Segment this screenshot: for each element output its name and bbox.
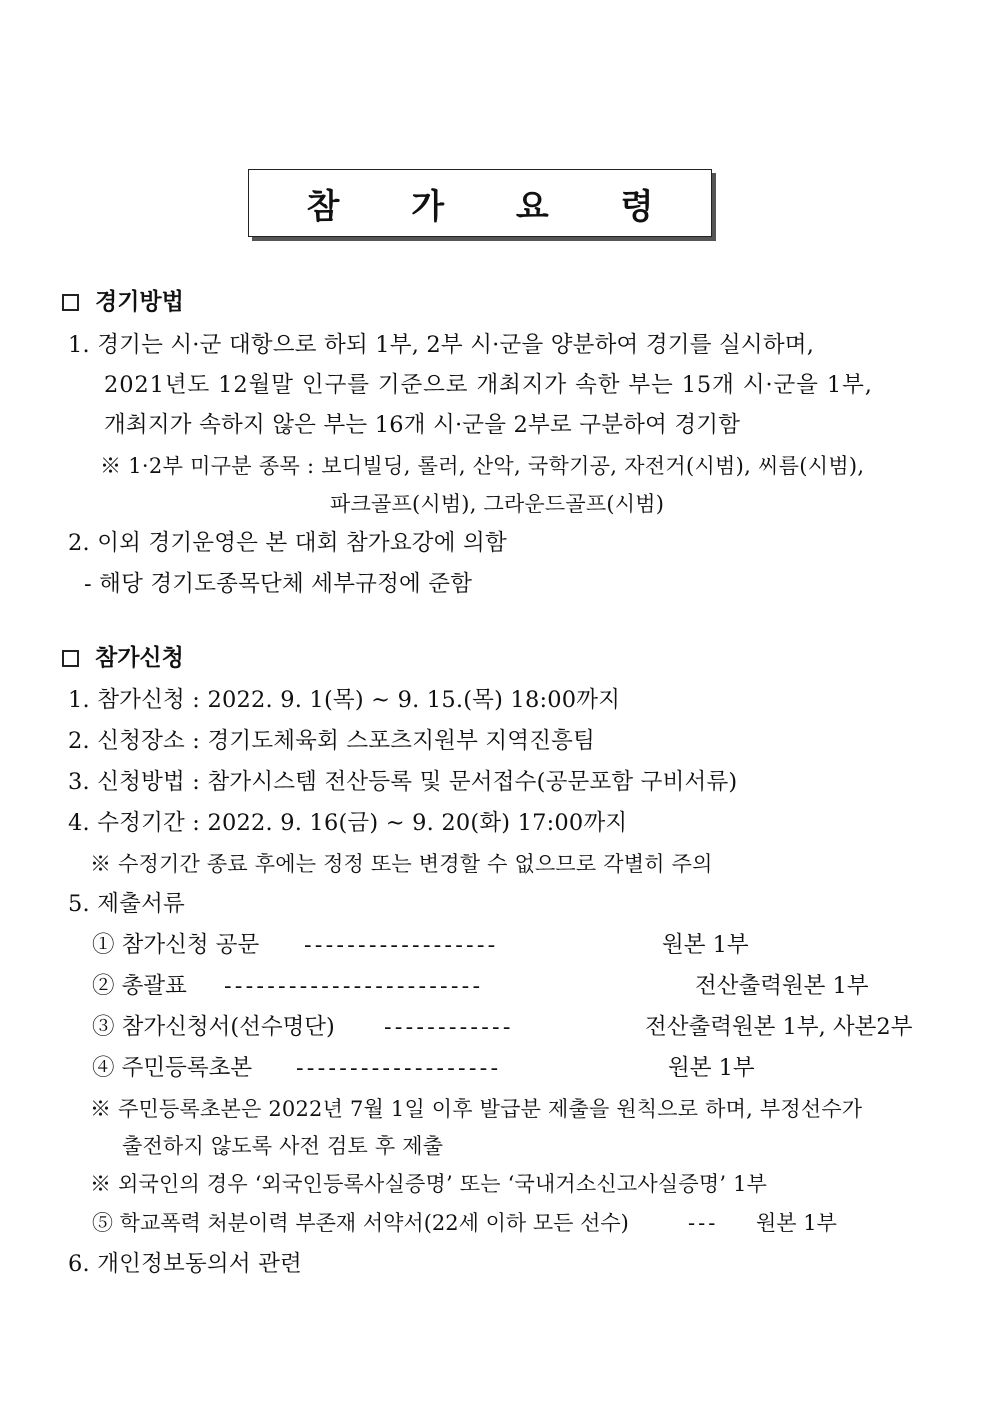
doc-row-2 bbox=[92, 971, 922, 1001]
doc-name: ① 참가신청 공문 bbox=[92, 932, 260, 958]
doc-name: ③ 참가신청서(선수명단) bbox=[92, 1014, 335, 1040]
doc-copy: 원본 1부 bbox=[668, 1055, 755, 1081]
s2-item5: 5. 제출서류 bbox=[68, 891, 185, 917]
doc-copy: 전산출력원본 1부, 사본2부 bbox=[645, 1014, 913, 1040]
s2-item1: 1. 참가신청 : 2022. 9. 1(목) ~ 9. 15.(목) 18:00까지 bbox=[68, 687, 621, 713]
s1-note1-line1: ※ 1·2부 미구분 종목 : 보디빌딩, 롤러, 산악, 국학기공, 자전거(시범), 씨름(시범), bbox=[100, 454, 865, 478]
doc-dashes: --- bbox=[688, 1211, 719, 1235]
doc-copy: 원본 1부 bbox=[662, 932, 749, 958]
checkbox-square-icon bbox=[62, 650, 79, 667]
section-heading-text: 경기방법 bbox=[95, 289, 184, 315]
s1-item1-line3: 개최지가 속하지 않은 부는 16개 시·군을 2부로 구분하여 경기함 bbox=[104, 412, 741, 438]
section-heading-application bbox=[62, 643, 184, 673]
s1-note1-line2: 파크골프(시범), 그라운드골프(시범) bbox=[330, 492, 665, 516]
s1-item2: 2. 이외 경기운영은 본 대회 참가요강에 의함 bbox=[68, 530, 507, 556]
s2-note2-line2: 출전하지 않도록 사전 검토 후 제출 bbox=[122, 1134, 444, 1158]
s2-item6: 6. 개인정보동의서 관련 bbox=[68, 1251, 302, 1277]
doc-row-4 bbox=[92, 1053, 922, 1083]
section-heading-competition-method bbox=[62, 287, 184, 317]
title-box bbox=[248, 169, 712, 237]
doc-row-5 bbox=[92, 1208, 922, 1238]
doc-dashes: ------------------------ bbox=[224, 973, 484, 999]
s1-item2-sub: - 해당 경기도종목단체 세부규정에 준함 bbox=[84, 571, 473, 597]
checkbox-square-icon bbox=[62, 294, 79, 311]
s2-note2-line1: ※ 주민등록초본은 2022년 7월 1일 이후 발급분 제출을 원칙으로 하며, 부정선수가 bbox=[90, 1097, 863, 1121]
doc-dashes: ------------------- bbox=[296, 1055, 502, 1081]
s2-item2: 2. 신청장소 : 경기도체육회 스포츠지원부 지역진흥팀 bbox=[68, 728, 596, 754]
s1-item1-line1: 1. 경기는 시·군 대항으로 하되 1부, 2부 시·군을 양분하여 경기를 실시하며, bbox=[68, 332, 815, 358]
doc-dashes: ------------------ bbox=[304, 932, 499, 958]
section-heading-text: 참가신청 bbox=[95, 645, 184, 671]
doc-dashes: ------------ bbox=[384, 1014, 514, 1040]
s2-item4-note: ※ 수정기간 종료 후에는 정정 또는 변경할 수 없으므로 각별히 주의 bbox=[90, 852, 713, 876]
doc-name: ④ 주민등록초본 bbox=[92, 1055, 253, 1081]
s2-item3: 3. 신청방법 : 참가시스템 전산등록 및 문서접수(공문포함 구비서류) bbox=[68, 769, 738, 795]
doc-name: ⑤ 학교폭력 처분이력 부존재 서약서(22세 이하 모든 선수) bbox=[92, 1211, 629, 1235]
s2-note3: ※ 외국인의 경우 ‘외국인등록사실증명’ 또는 ‘국내거소신고사실증명’ 1부 bbox=[90, 1172, 768, 1196]
doc-row-1 bbox=[92, 930, 922, 960]
doc-name: ② 총괄표 bbox=[92, 973, 187, 999]
s1-item1-line2: 2021년도 12월말 인구를 기준으로 개최지가 속한 부는 15개 시·군을 1부, bbox=[104, 372, 873, 398]
doc-copy: 전산출력원본 1부 bbox=[695, 973, 869, 999]
doc-row-3 bbox=[92, 1012, 922, 1042]
s2-item4: 4. 수정기간 : 2022. 9. 16(금) ~ 9. 20(화) 17:00까지 bbox=[68, 810, 628, 836]
doc-copy: 원본 1부 bbox=[756, 1211, 837, 1235]
page-title: 참 가 요 령 bbox=[306, 186, 684, 227]
